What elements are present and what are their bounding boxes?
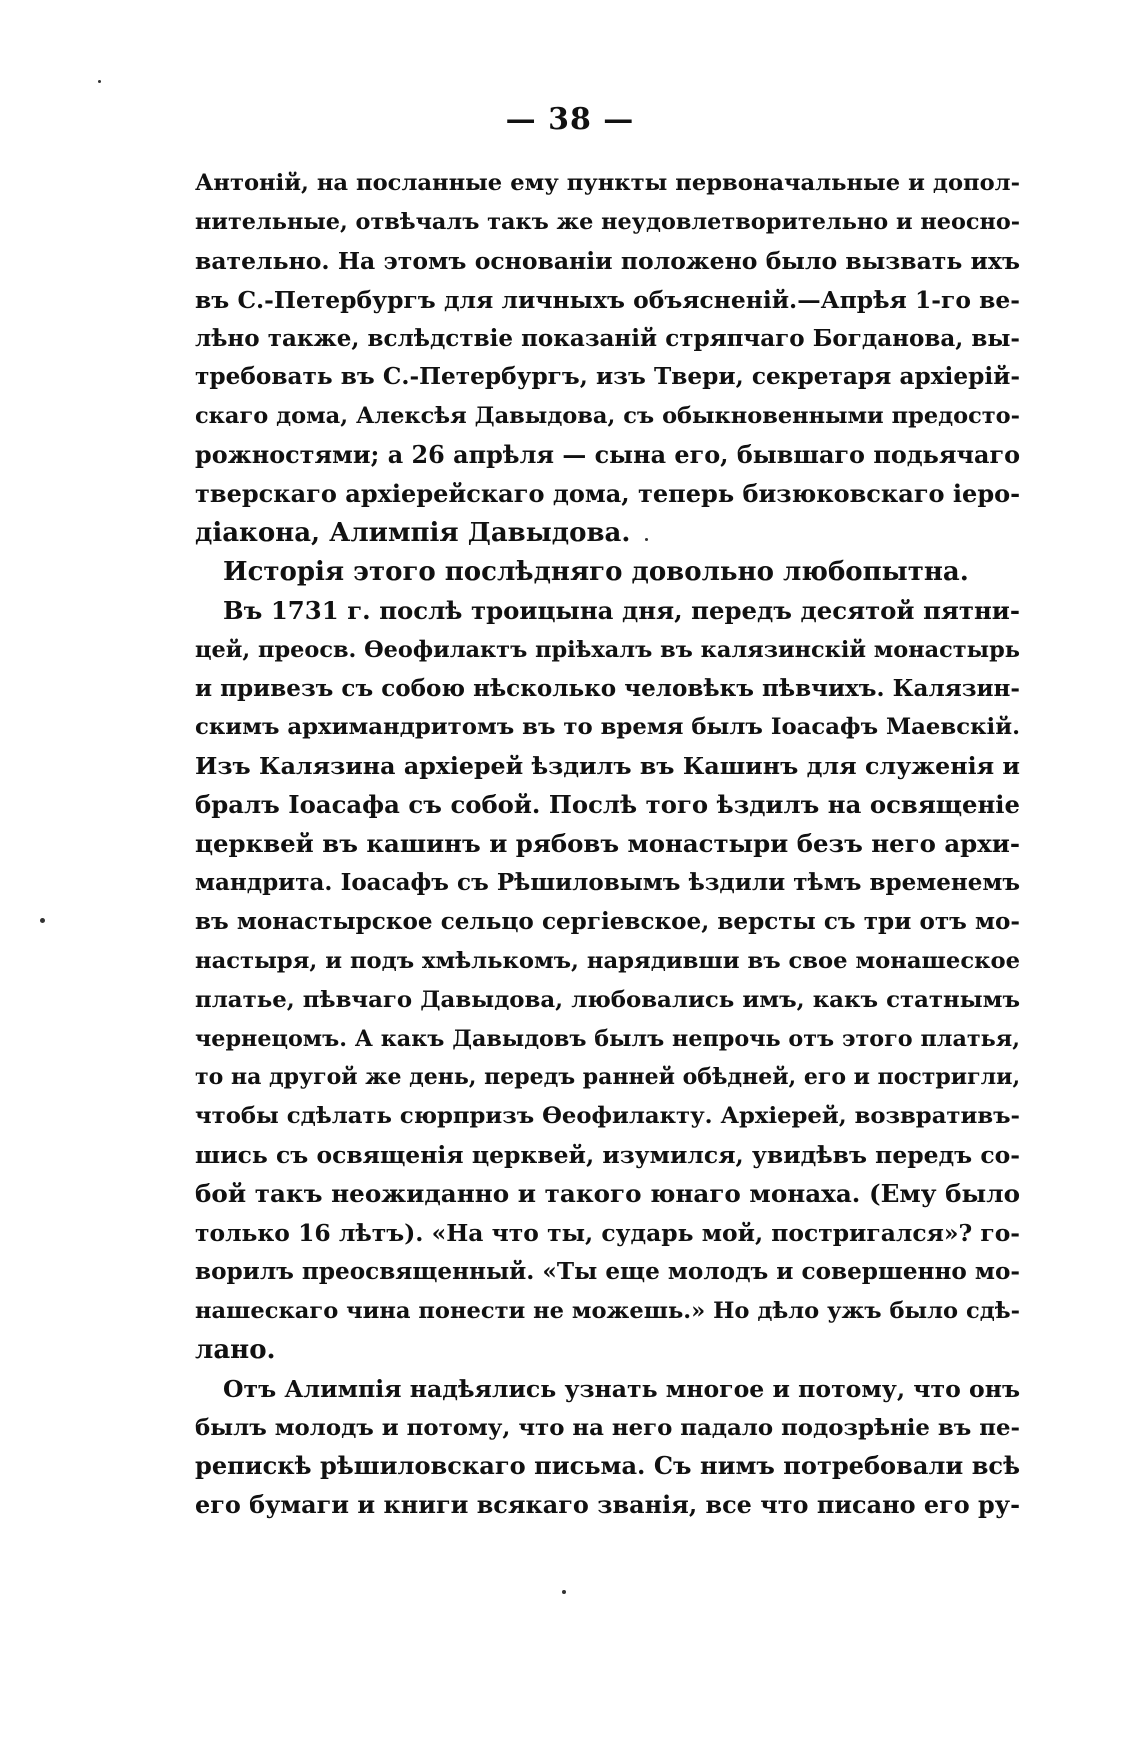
text-line: ворилъ преосвященный. «Ты еще молодъ и совершенно мо- (195, 1257, 1020, 1285)
text-line: мандрита. Iоасафъ съ Рѣшиловымъ ѣздили тѣмъ временемъ (195, 869, 1020, 897)
text-line: цей, преосв. Ѳеофилактъ прiѣхалъ въ калязинскiй монастырь (195, 636, 1020, 663)
text-line: только 16 лѣтъ). «На что ты, сударь мой, постригался»? го- (195, 1219, 1020, 1248)
text-line: настыря, и подъ хмѣлькомъ, нарядивши въ свое монашеское (195, 947, 1020, 974)
text-line: въ монастырское сельцо сергiевское, версты съ три отъ мо- (195, 907, 1020, 935)
text-line: его бумаги и книги всякаго званiя, все что писано его ру- (195, 1491, 1020, 1520)
text-line: бралъ Iоасафа съ собой. Послѣ того ѣздилъ на освященiе (195, 790, 1020, 820)
text-line: церквей въ кашинъ и рябовъ монастыри безъ него архи- (195, 829, 1020, 859)
text-line: Изъ Калязина архiерей ѣздилъ въ Кашинъ для служенiя и (195, 752, 1020, 781)
text-line: рожностями; а 26 апрѣля — сына его, бывшаго подьячаго (195, 441, 1020, 470)
paragraph (195, 164, 1020, 553)
print-speck (562, 1590, 566, 1594)
print-speck (645, 538, 648, 541)
text-line: то на другой же день, передъ ранней обѣдней, его и постригли, (195, 1064, 1021, 1091)
text-line: бой такъ неожиданно и такого юнаго монаха. (Ему было (195, 1179, 1020, 1209)
text-line: Въ 1731 г. послѣ троицына дня, передъ десятой пятни- (223, 595, 1020, 625)
paragraph (195, 1370, 1020, 1526)
text-line: тверскаго архiерейскаго дома, теперь бизюковскаго iеро- (195, 479, 1021, 509)
text-line: скаго дома, Алексѣя Давыдова, съ обыкновенными предосто- (195, 403, 1020, 430)
text-line: нашескаго чина понести не можешь.» Но дѣло ужъ было сдѣ- (195, 1297, 1020, 1324)
text-line: лано. (195, 1334, 276, 1365)
paragraph (195, 553, 1020, 592)
text-line: лѣно также, вслѣдствiе показанiй стряпчаго Богданова, вы- (195, 324, 1020, 352)
text-line: въ С.-Петербургъ для личныхъ объясненiй.—Апрѣя 1-го ве- (195, 285, 1020, 314)
text-line: и привезъ съ собою нѣсколько человѣкъ пѣвчихъ. Калязин- (195, 674, 1020, 702)
page-number: — 38 — (505, 102, 635, 137)
text-line: шись съ освященiя церквей, изумился, увидѣвъ передъ со- (195, 1141, 1020, 1170)
body-text (195, 164, 1020, 1525)
text-line: платье, пѣвчаго Давыдова, любовались имъ, какъ статнымъ (195, 986, 1020, 1013)
text-line: скимъ архимандритомъ въ то время былъ Iоасафъ Маевскiй. (195, 714, 1020, 741)
text-line: Антонiй, на посланные ему пункты первоначальные и допол- (195, 170, 1020, 196)
text-line: нительные, отвѣчалъ такъ же неудовлетворительно и неосно- (195, 208, 1021, 235)
print-speck (40, 918, 45, 923)
text-line: Отъ Алимпiя надѣялись узнать многое и потому, что онъ (223, 1374, 1020, 1403)
text-line: дiакона, Алимпiя Давыдова. (195, 518, 631, 549)
print-speck (98, 80, 101, 83)
text-line: былъ молодъ и потому, что на него падало подозрѣнiе въ пе- (195, 1414, 1020, 1441)
text-line: требовать въ С.-Петербургъ, изъ Твери, секретаря архiерiй- (195, 363, 1020, 391)
text-line: Исторiя этого послѣдняго довольно любопытна. (223, 556, 969, 587)
paragraph (195, 592, 1020, 1370)
text-line: репискѣ рѣшиловскаго письма. Съ нимъ потребовали всѣ (195, 1451, 1020, 1481)
text-line: вательно. На этомъ основанiи положено было вызвать ихъ (195, 246, 1020, 275)
text-line: чтобы сдѣлать сюрпризъ Ѳеофилакту. Архiерей, возвративъ- (195, 1103, 1020, 1130)
text-line: чернецомъ. А какъ Давыдовъ былъ непрочь отъ этого платья, (195, 1025, 1020, 1052)
